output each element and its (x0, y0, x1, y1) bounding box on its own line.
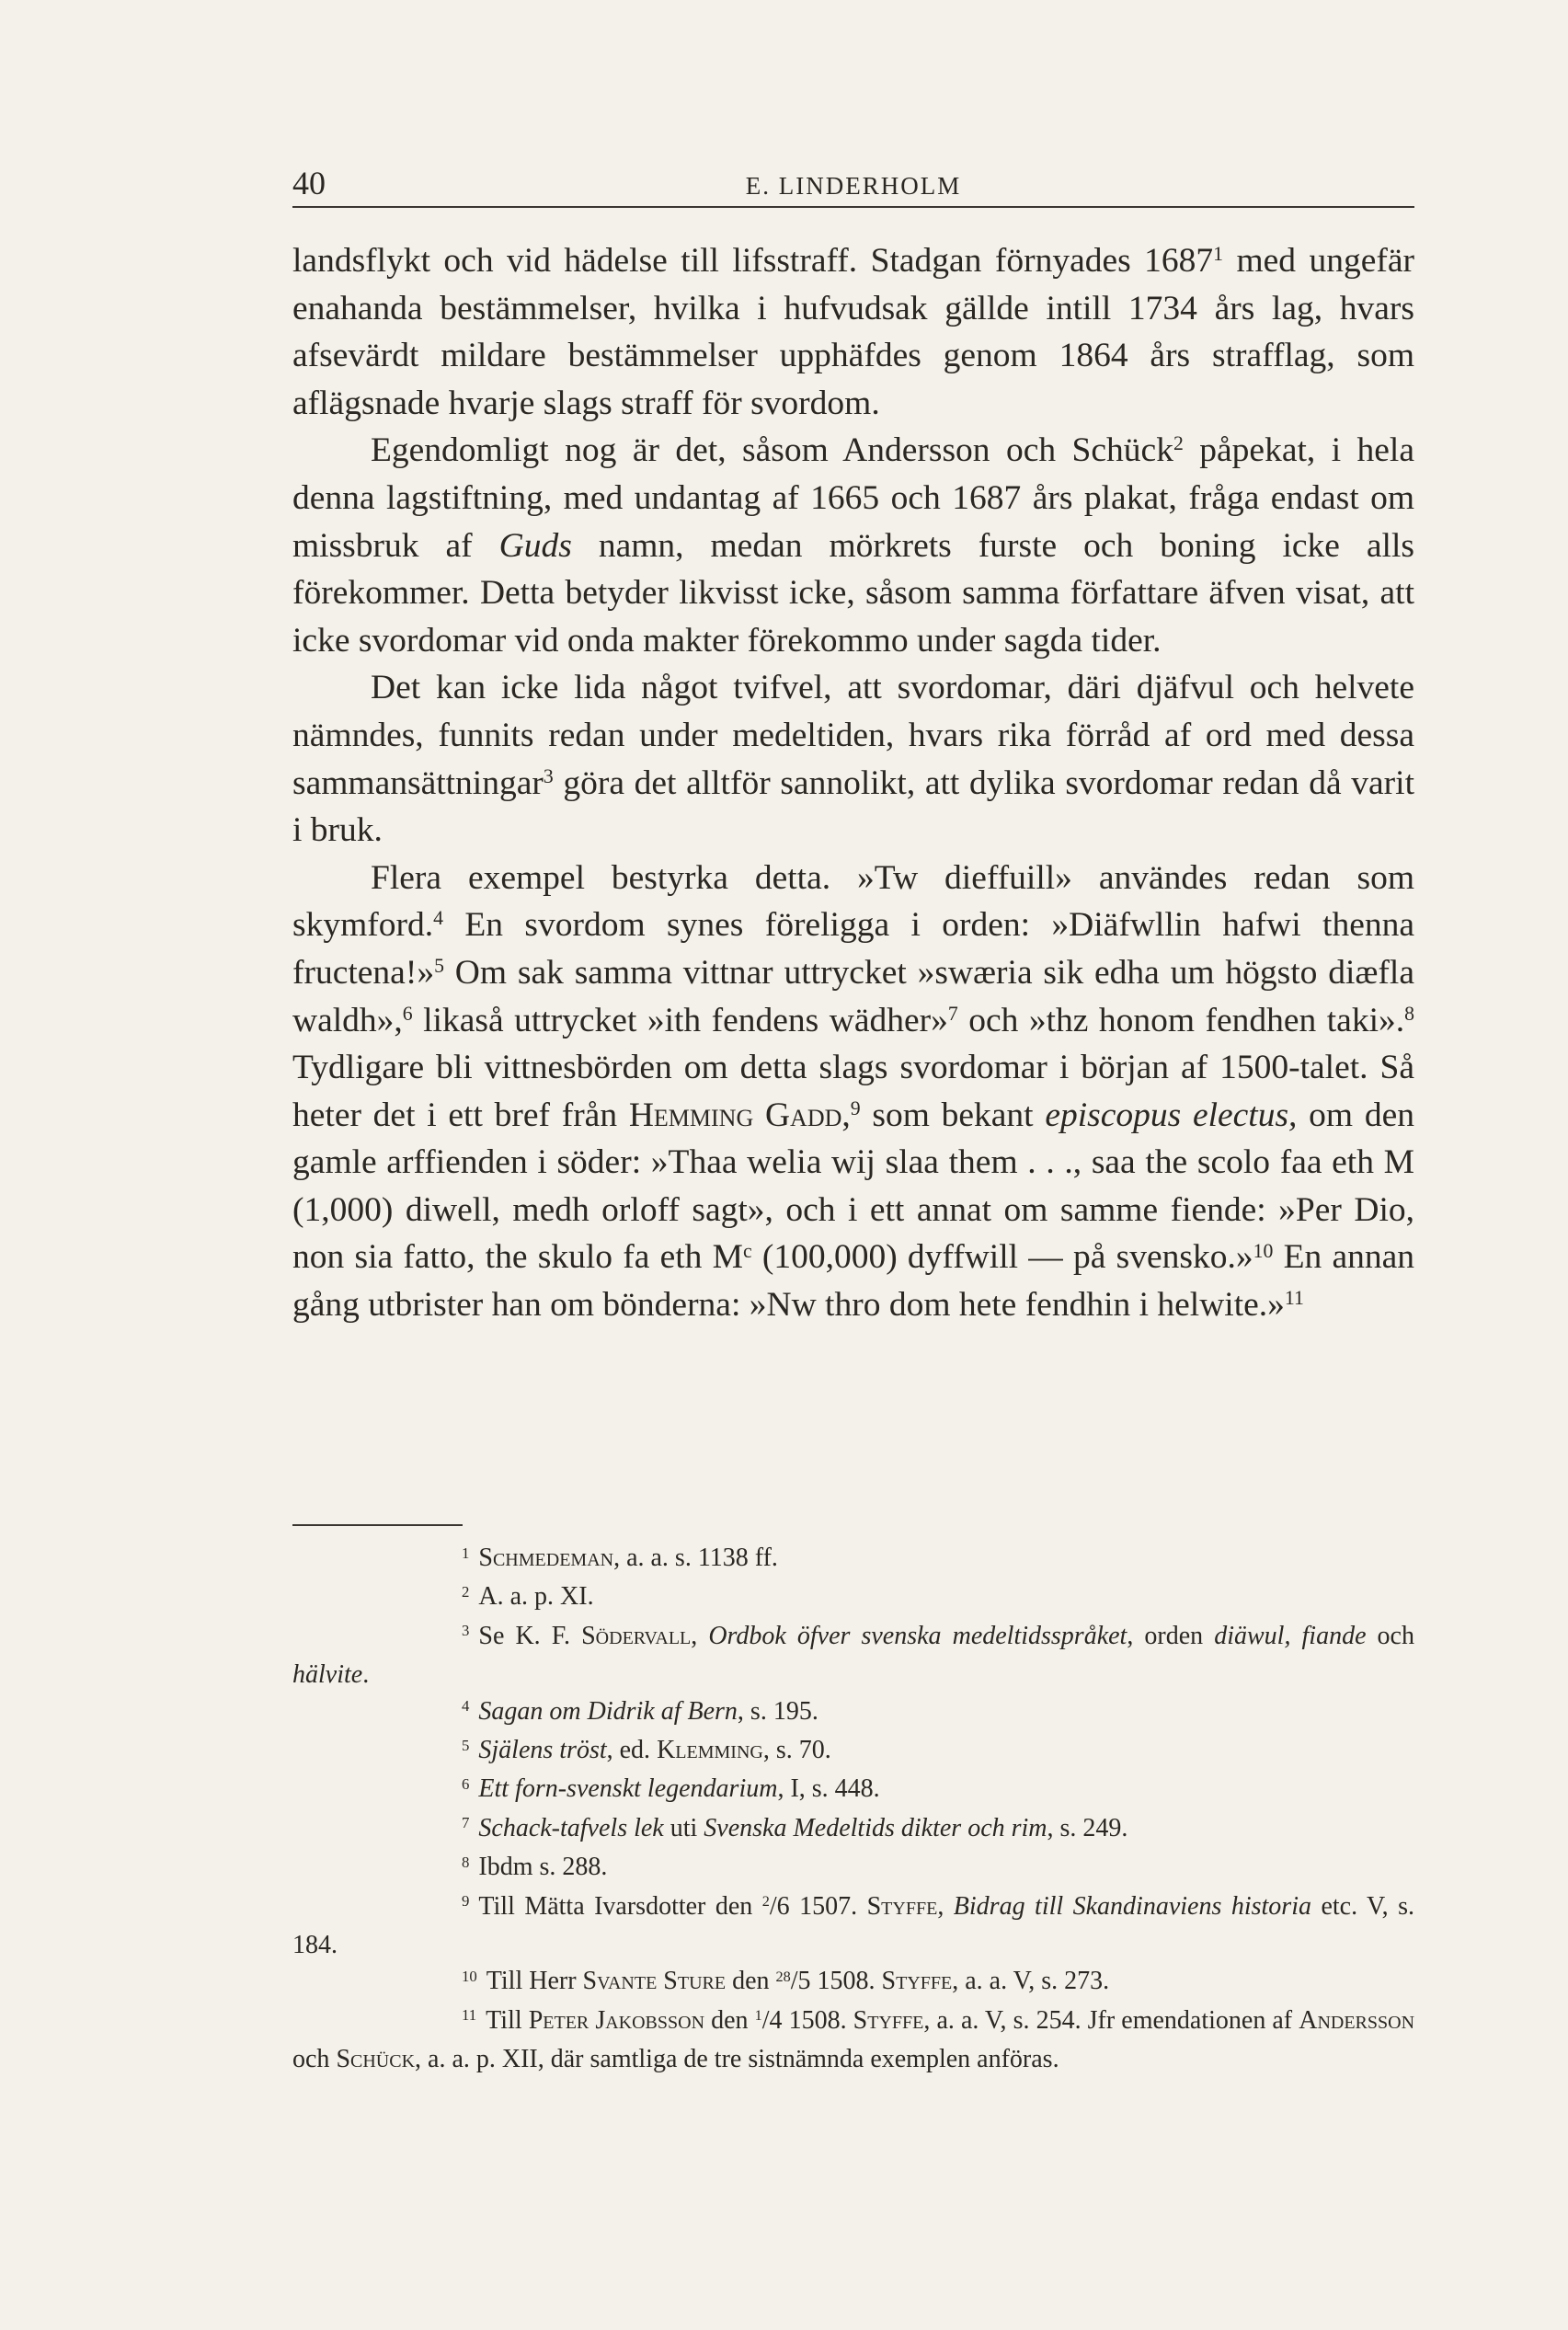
small-caps-name: Södervall (581, 1621, 692, 1650)
text: 1508. (782, 2005, 853, 2035)
small-caps-name: Svante Sture (582, 1967, 727, 1996)
text: uti (663, 1813, 704, 1842)
italic-text: Ett forn-svenskt legendarium (478, 1774, 778, 1804)
footnote-ref: 10 (1253, 1239, 1274, 1262)
italic-text: Sagan om Didrik af Bern (478, 1696, 738, 1726)
text: 1507. (789, 1891, 867, 1921)
text: den (726, 1967, 776, 1996)
italic-text: episcopus electus, (1045, 1096, 1298, 1134)
footnote-ref: 11 (1284, 1287, 1304, 1310)
footnote-11 (292, 2003, 1414, 2078)
italic-text: Guds (498, 526, 572, 565)
footnote-number: 2 (462, 1583, 470, 1601)
text: Egendomligt nog är det, såsom Andersson och Schück (371, 431, 1173, 470)
text: Till Mätta Ivarsdotter den (478, 1891, 762, 1921)
text: göra det alltför sannolikt, att dylika svordomar redan då varit i bruk. (292, 763, 1414, 850)
footnote-number: 1 (462, 1544, 470, 1562)
text: etc. V, s. 184. (292, 1891, 1415, 1960)
text: likaså uttrycket »ith fendens wädher» (412, 1001, 948, 1039)
text: Se K. F. (478, 1621, 582, 1650)
running-head: E. LINDERHOLM (745, 172, 962, 200)
text: om den gamle arffienden i söder: »Thaa welia wij slaa them . . ., saa the scolo faa eth M (1,000) diwell, medh orloff sagt», och i ett annat om samme fiende: »Per Dio, non sia fatto, the skulo fa eth M (292, 1096, 1414, 1277)
text: 1508. (810, 1967, 882, 1996)
small-caps-name: Peter Jakobsson (528, 2005, 705, 2035)
text: Ibdm s. 288. (478, 1853, 608, 1882)
text: A. a. p. XI. (478, 1582, 594, 1612)
text: , s. 195. (737, 1696, 818, 1726)
text: Tydligare bli vittnesbörden om detta slags svordomar i början af 1500-talet. Så heter det i ett bref från (292, 1049, 1414, 1134)
small-caps-name: Klemming (657, 1736, 763, 1765)
text: påpekat, i hela denna lagstiftning, med undantag af 1665 och 1687 års plakat, fråga endast om missbruk af (292, 431, 1414, 565)
text: , s. 70. (762, 1736, 831, 1765)
footnote-number: 3 (462, 1622, 470, 1640)
text: och »thz honom fendhen taki». (957, 1001, 1405, 1039)
text: , a. a. p. XII, där samtliga de tre sistnämnda exemplen anföras. (415, 2045, 1059, 2074)
date-superscript: 1 (754, 2006, 762, 2024)
footnote-ref: 9 (850, 1096, 861, 1119)
text: , orden (1127, 1621, 1215, 1650)
text: Till Herr (486, 1967, 583, 1996)
text: , (841, 1096, 851, 1134)
small-caps-name: Andersson (1299, 2005, 1415, 2035)
text: , a. a. V, s. 273. (952, 1967, 1110, 1996)
paragraph-1 (292, 237, 1414, 427)
text: och (1366, 1621, 1414, 1650)
date-superscript: 28 (775, 1968, 791, 1985)
paragraph-3 (292, 664, 1414, 854)
date-fraction: /6 (769, 1891, 790, 1921)
date-fraction: /4 (761, 2005, 783, 2035)
footnote-ref: 2 (1173, 432, 1184, 455)
footnote-ref: 7 (947, 1002, 958, 1025)
page-number: 40 (292, 165, 326, 201)
page-header (292, 158, 1414, 208)
date-superscript: 2 (761, 1892, 770, 1910)
text: , (691, 1621, 709, 1650)
italic-text: Svenska Medeltids dikter och rim (704, 1813, 1047, 1842)
text: , ed. (606, 1736, 658, 1765)
footnote-rule (292, 1524, 463, 1526)
footnote-number: 5 (462, 1736, 470, 1754)
footnote-number: 7 (462, 1814, 470, 1832)
footnote-number: 11 (462, 2006, 477, 2025)
footnote-number: 10 (462, 1968, 477, 1986)
text: , a. a. s. 1138 ff. (613, 1544, 778, 1572)
small-caps-name: Styffe (866, 1891, 938, 1921)
text: (100,000) dyffwill — på svensko.» (751, 1238, 1253, 1277)
paragraph-4 (292, 855, 1414, 1329)
text: och (292, 2045, 337, 2074)
text: Om sak samma vittnar uttrycket »swæria sik edha um högsto diæfla waldh», (292, 953, 1414, 1039)
text: , (937, 1891, 954, 1921)
paragraph-2 (292, 427, 1414, 664)
footnote-number: 6 (462, 1775, 470, 1794)
footnote-ref: 3 (543, 764, 554, 787)
italic-text: Bidrag till Skandinaviens historia (953, 1891, 1311, 1921)
text: . (362, 1660, 370, 1690)
text: med ungefär enahanda bestämmelser, hvilka i hufvudsak gällde intill 1734 års lag, hvars afsevärdt mildare bestämmelser upphäfdes genom 1864 års strafflag, som aflägsnade hvarje slags straff för svordom. (292, 242, 1415, 422)
footnote-number: 8 (462, 1853, 470, 1871)
text: En svordom synes föreligga i orden: »Diäfwllin hafwi thenna fructena!» (292, 906, 1414, 992)
text: namn, medan mörkrets furste och boning icke alls förekommer. Detta betyder likvisst icke, såsom samma författare äfven visat, att icke svordomar vid onda makter förekommo under sagda tider. (292, 526, 1414, 660)
italic-text: Själens tröst (478, 1736, 607, 1765)
text: den (704, 2005, 755, 2035)
footnote-number: 4 (462, 1697, 470, 1716)
italic-text: hälvite (292, 1660, 363, 1690)
date-fraction: /5 (790, 1967, 811, 1996)
small-caps-name: Schmedeman (478, 1544, 614, 1572)
footnote-ref: 5 (434, 954, 444, 977)
footnote-3 (292, 1618, 1414, 1693)
text: Det kan icke lida något tvifvel, att svordomar, däri djäfvul och helvete nämndes, funnits redan under medeltiden, hvars rika förråd af ord med dessa sammansättningar (292, 669, 1414, 802)
text: Till (486, 2005, 529, 2035)
italic-text: Schack-tafvels lek (478, 1813, 664, 1842)
small-caps-name: Hemming Gadd (628, 1096, 842, 1134)
footnote-9 (292, 1888, 1414, 1964)
footnotes (292, 1540, 1414, 2078)
footnote-ref: 1 (1213, 243, 1224, 266)
superscript: c (742, 1239, 752, 1262)
text: Flera exempel bestyrka detta. »Tw dieffuill» användes redan som skymford. (292, 858, 1414, 945)
small-caps-name: Schück (336, 2045, 416, 2074)
small-caps-name: Styffe (853, 2005, 924, 2035)
italic-text: Ordbok öfver svenska medeltidsspråket (708, 1621, 1127, 1650)
main-text (292, 237, 1414, 1329)
text: , a. a. V, s. 254. Jfr emendationen af (923, 2005, 1299, 2035)
text: landsflykt och vid hädelse till lifsstraff. Stadgan förnyades 1687 (292, 242, 1214, 280)
text: som bekant (860, 1096, 1046, 1134)
footnote-number: 9 (462, 1892, 470, 1911)
italic-text: diäwul, fiande (1214, 1621, 1367, 1650)
text: En annan gång utbrister han om bönderna: »Nw thro dom hete fendhin i helwite.» (292, 1238, 1414, 1325)
footnote-ref: 8 (1404, 1002, 1414, 1025)
footnote-ref: 6 (402, 1002, 413, 1025)
text: , s. 249. (1047, 1813, 1128, 1842)
small-caps-name: Styffe (881, 1967, 953, 1996)
footnote-ref: 4 (433, 907, 443, 930)
text: , I, s. 448. (777, 1774, 880, 1804)
